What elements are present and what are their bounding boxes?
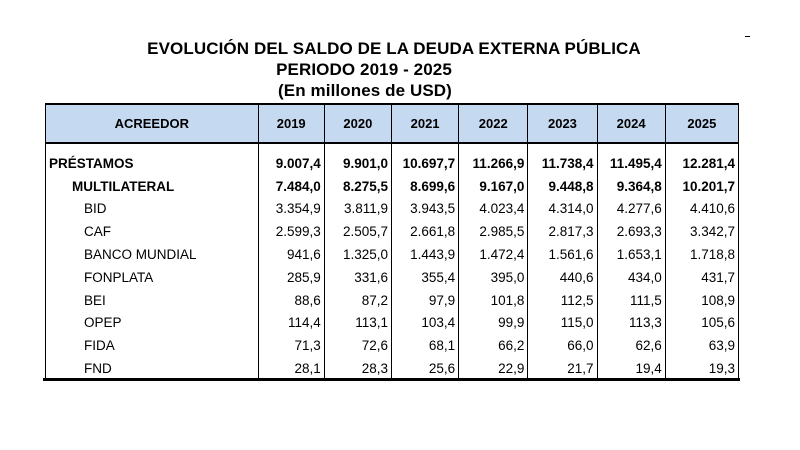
cell-value: 2.985,5 — [459, 220, 528, 243]
cell-value: 11.266,9 — [459, 152, 528, 175]
cell-value: 99,9 — [459, 312, 528, 335]
cell-value: 1.561,6 — [528, 243, 597, 266]
table-header-row — [46, 104, 739, 143]
header-year-2024: 2024 — [597, 104, 665, 143]
cell-value: 19,3 — [665, 357, 738, 380]
row-label: FIDA — [46, 334, 259, 357]
cell-value: 2.817,3 — [528, 220, 597, 243]
table-row — [46, 198, 739, 221]
cell-value: 12.281,4 — [665, 152, 738, 175]
cell-value: 97,9 — [391, 289, 458, 312]
header-year-2021: 2021 — [391, 104, 458, 143]
cell-value: 1.472,4 — [459, 243, 528, 266]
table-row — [46, 312, 739, 335]
header-year-2023: 2023 — [528, 104, 597, 143]
row-label: CAF — [46, 220, 259, 243]
cell-value: 105,6 — [665, 312, 738, 335]
cell-value: 395,0 — [459, 266, 528, 289]
table-row — [46, 266, 739, 289]
table-row — [46, 175, 739, 198]
row-label: BANCO MUNDIAL — [46, 243, 259, 266]
cell-value: 3.342,7 — [665, 220, 738, 243]
cell-value: 71,3 — [258, 334, 324, 357]
title-line-3: (En millones de USD) — [278, 81, 452, 100]
row-label: PRÉSTAMOS — [46, 152, 259, 175]
cell-value: 25,6 — [391, 357, 458, 380]
cell-value: 21,7 — [528, 357, 597, 380]
table-bottom-rule — [43, 378, 740, 381]
cell-value: 2.599,3 — [258, 220, 324, 243]
cell-value: 8.275,5 — [324, 175, 391, 198]
cell-value: 941,6 — [258, 243, 324, 266]
row-label: FND — [46, 357, 259, 380]
cell-value: 11.738,4 — [528, 152, 597, 175]
cell-value: 3.943,5 — [391, 198, 458, 221]
cell-value: 9.901,0 — [324, 152, 391, 175]
cell-value: 4.023,4 — [459, 198, 528, 221]
cell-value: 2.693,3 — [597, 220, 665, 243]
cell-value: 331,6 — [324, 266, 391, 289]
cell-value: 22,9 — [459, 357, 528, 380]
header-acreedor: ACREEDOR — [46, 104, 259, 143]
cell-value: 4.410,6 — [665, 198, 738, 221]
cell-value: 19,4 — [597, 357, 665, 380]
cell-value: 62,6 — [597, 334, 665, 357]
cell-value: 7.484,0 — [258, 175, 324, 198]
row-label: BEI — [46, 289, 259, 312]
cell-value: 431,7 — [665, 266, 738, 289]
cell-value: 2.505,7 — [324, 220, 391, 243]
row-label: FONPLATA — [46, 266, 259, 289]
table-row — [46, 243, 739, 266]
cell-value: 10.201,7 — [665, 175, 738, 198]
table-row — [46, 289, 739, 312]
cell-value: 66,0 — [528, 334, 597, 357]
cell-value: 103,4 — [391, 312, 458, 335]
cell-value: 2.661,8 — [391, 220, 458, 243]
table-row — [46, 152, 739, 175]
cell-value: 113,3 — [597, 312, 665, 335]
cell-value: 9.448,8 — [528, 175, 597, 198]
cell-value: 72,6 — [324, 334, 391, 357]
cell-value: 66,2 — [459, 334, 528, 357]
cell-value: 88,6 — [258, 289, 324, 312]
cell-value: 108,9 — [665, 289, 738, 312]
cell-value: 4.314,0 — [528, 198, 597, 221]
cell-value: 9.167,0 — [459, 175, 528, 198]
header-year-2020: 2020 — [324, 104, 391, 143]
cell-value: 87,2 — [324, 289, 391, 312]
cell-value: 8.699,6 — [391, 175, 458, 198]
cell-value: 9.007,4 — [258, 152, 324, 175]
spacer-row — [46, 143, 739, 152]
cell-value: 1.653,1 — [597, 243, 665, 266]
cell-value: 114,4 — [258, 312, 324, 335]
header-year-2019: 2019 — [258, 104, 324, 143]
cell-value: 440,6 — [528, 266, 597, 289]
cell-value: 101,8 — [459, 289, 528, 312]
cell-value: 115,0 — [528, 312, 597, 335]
cell-value: 68,1 — [391, 334, 458, 357]
table-row — [46, 334, 739, 357]
cell-value: 111,5 — [597, 289, 665, 312]
report-title — [40, 38, 740, 101]
cell-value: 113,1 — [324, 312, 391, 335]
header-year-2025: 2025 — [665, 104, 738, 143]
row-label: OPEP — [46, 312, 259, 335]
cell-value: 3.811,9 — [324, 198, 391, 221]
table-row — [46, 357, 739, 380]
title-line-1: EVOLUCIÓN DEL SALDO DE LA DEUDA EXTERNA PÚBLICA — [147, 39, 641, 58]
cell-value: 4.277,6 — [597, 198, 665, 221]
debt-table — [45, 103, 739, 380]
cell-value: 112,5 — [528, 289, 597, 312]
cell-value: 355,4 — [391, 266, 458, 289]
cell-value: 28,1 — [258, 357, 324, 380]
cell-value: 285,9 — [258, 266, 324, 289]
cell-value: 28,3 — [324, 357, 391, 380]
cell-value: 3.354,9 — [258, 198, 324, 221]
cell-value: 1.718,8 — [665, 243, 738, 266]
cell-value: 63,9 — [665, 334, 738, 357]
row-label: BID — [46, 198, 259, 221]
cell-value: 434,0 — [597, 266, 665, 289]
cell-value: 1.325,0 — [324, 243, 391, 266]
header-year-2022: 2022 — [459, 104, 528, 143]
stray-mark — [745, 36, 750, 37]
cell-value: 11.495,4 — [597, 152, 665, 175]
cell-value: 9.364,8 — [597, 175, 665, 198]
cell-value: 10.697,7 — [391, 152, 458, 175]
table-row — [46, 220, 739, 243]
row-label: MULTILATERAL — [46, 175, 259, 198]
cell-value: 1.443,9 — [391, 243, 458, 266]
title-line-2: PERIODO 2019 - 2025 — [276, 60, 452, 79]
